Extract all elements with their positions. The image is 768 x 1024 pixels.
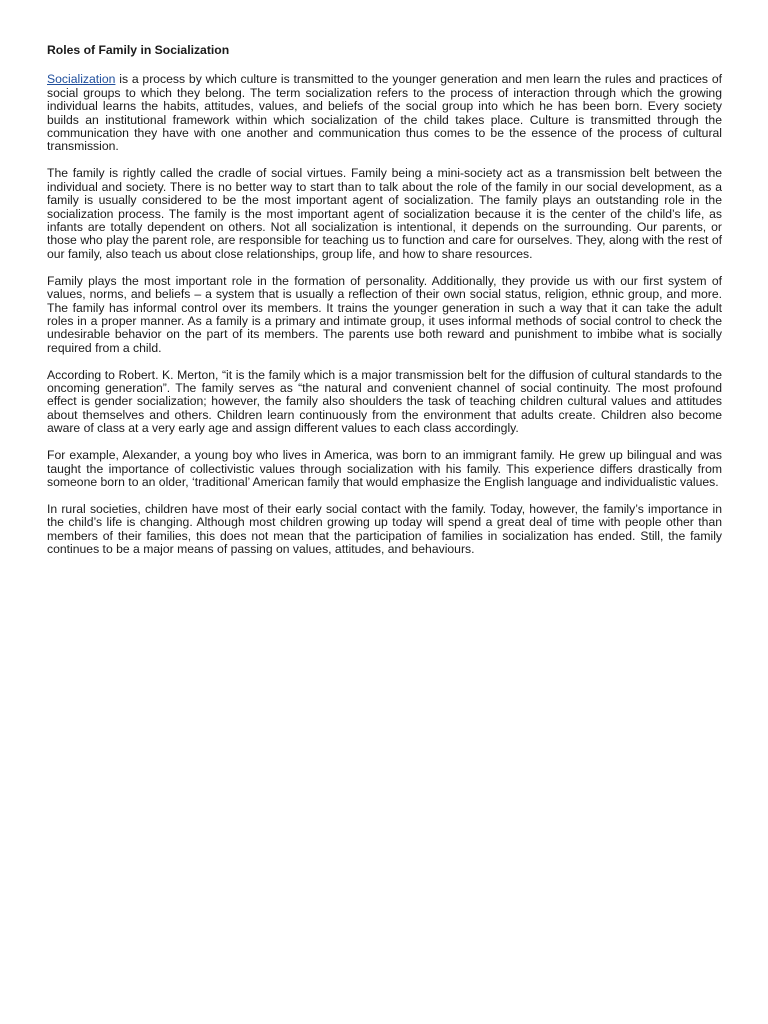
paragraph-rural-societies: In rural societies, children have most of their early social contact with the family. Today, however, the family’s importance in the child’s life is changing. Although most children growing up today will spend a great deal of time with people other than members of their families, this does not mean that the participation of families in socialization has ended. Still, the family continues to be a major means of passing on values, attitudes, and behaviours. — [47, 501, 722, 557]
paragraph-family-cradle: The family is rightly called the cradle of social virtues. Family being a mini-society act as a transmission belt between the individual and society. There is no better way to start than to talk about the role of the family in our social development, as a family is usually considered to be the most important agent of socialization. The family plays an outstanding role in the socialization process. The family is the most important agent of socialization because it is the center of the child’s life, as infants are totally dependent on others. Not all socialization is intentional, it depends on the surrounding. Our parents, or those who play the parent role, are responsible for teaching us to function and care for ourselves. They, along with the rest of our family, also teach us about close relationships, group life, and how to share resources. — [47, 166, 722, 261]
paragraph-merton-quote: According to Robert. K. Merton, “it is the family which is a major transmission belt for the diffusion of cultural standards to the oncoming generation”. The family serves as “the natural and convenient channel of social continuity. The most profound effect is gender socialization; however, the family also shoulders the task of teaching children cultural values and attitudes about themselves and others. Children learn continuously from the environment that adults create. Children also become aware of class at a very early age and assign different values to each class accordingly. — [47, 367, 722, 436]
paragraph-example-alexander: For example, Alexander, a young boy who lives in America, was born to an immigrant family. He grew up bilingual and was taught the importance of collectivistic values through socialization with his family. This experience differs drastically from someone born to an older, ‘traditional’ American family that would emphasize the English language and individualistic values. — [47, 448, 722, 489]
document-page — [47, 44, 722, 570]
document-title: Roles of Family in Socialization — [47, 43, 230, 57]
paragraph-text: is a process by which culture is transmitted to the younger generation and men learn the rules and practices of social groups to which they belong. The term socialization refers to the process of interaction through which the growing individual learns the habits, attitudes, values, and beliefs of the social group into which he has been born. Every society builds an institutional framework within which socialization of the child takes place. Culture is transmitted through the communication they have with one another and communication thus comes to be the essence of the process of cultural transmission. — [47, 72, 722, 154]
paragraph-personality: Family plays the most important role in the formation of personality. Additionally, they provide us with our first system of values, norms, and beliefs – a system that is usually a reflection of their own social status, religion, ethnic group, and more. The family has informal control over its members. It trains the younger generation in such a way that it can take the adult roles in a proper manner. As a family is a primary and intimate group, it uses informal methods of social control to check the undesirable behavior on the part of its members. The parents use both reward and punishment to imbibe what is socially required from a child. — [47, 273, 722, 355]
socialization-link[interactable]: Socialization — [47, 72, 116, 87]
paragraph-socialization-definition — [47, 73, 722, 153]
